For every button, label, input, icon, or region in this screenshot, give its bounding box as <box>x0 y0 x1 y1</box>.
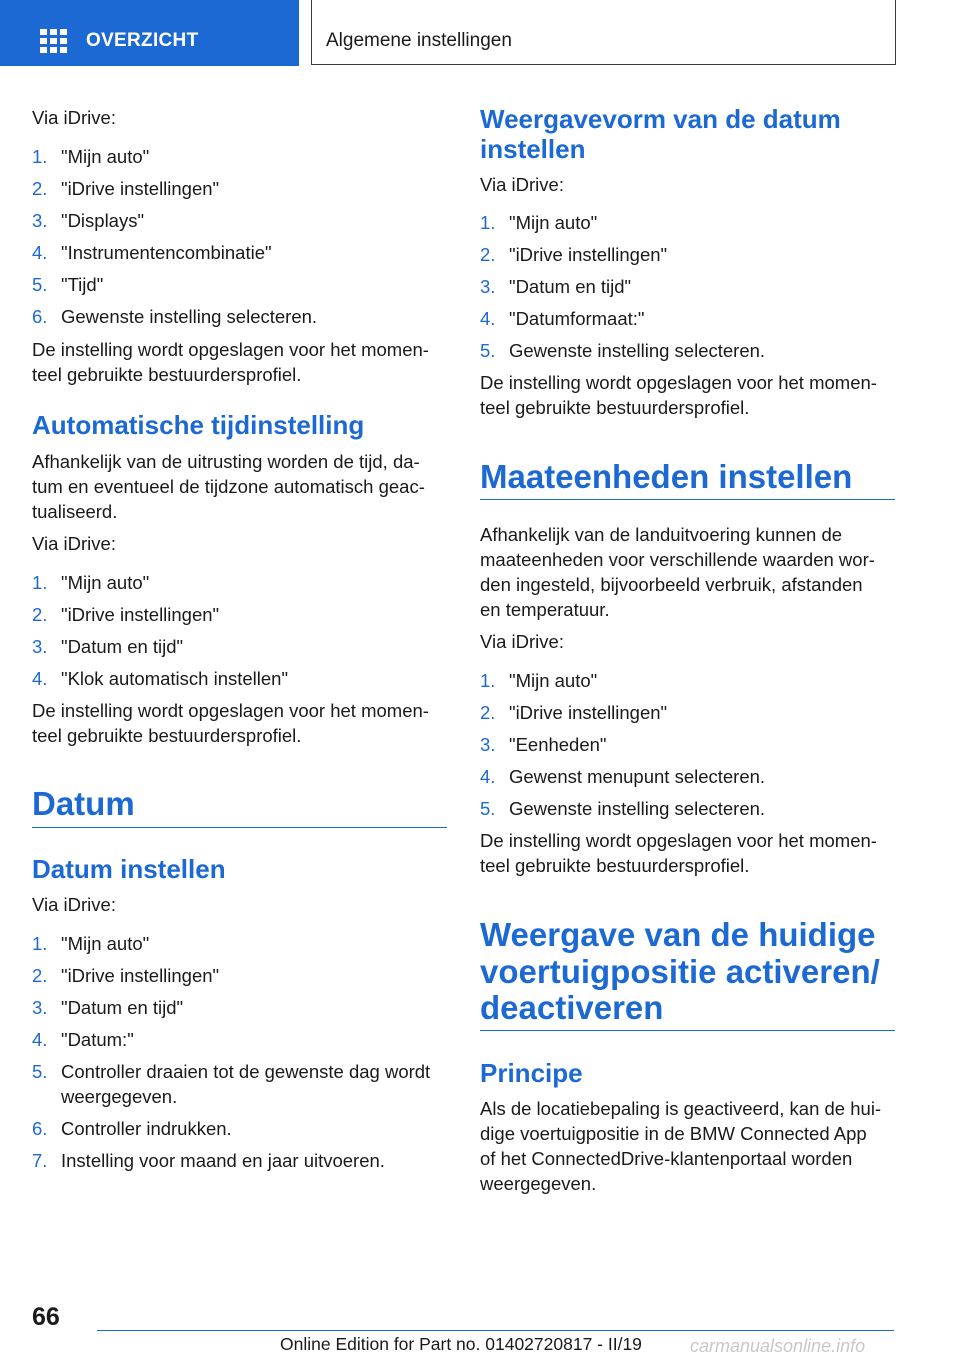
heading-vehicle-position-cont: deactiveren <box>480 989 664 1026</box>
paragraph: Via iDrive: <box>480 631 564 652</box>
paragraph: maateenheden voor verschillende waarden wor- <box>480 549 875 570</box>
paragraph: teel gebruikte bestuurdersprofiel. <box>480 397 750 418</box>
heading-rule <box>480 1030 895 1031</box>
section-title: Algemene instellingen <box>326 30 512 51</box>
paragraph: teel gebruikte bestuurdersprofiel. <box>480 855 750 876</box>
paragraph: Via iDrive: <box>32 894 116 915</box>
overview-tab-label: OVERZICHT <box>86 30 199 51</box>
grid-icon <box>40 29 67 53</box>
paragraph: tualiseerd. <box>32 501 118 522</box>
heading-vehicle-position-cont: voertuigpositie activeren/ <box>480 953 880 990</box>
heading-date-format: Weergavevorm van de datum <box>480 104 841 134</box>
heading-units: Maateenheden instellen <box>480 458 853 495</box>
heading-principe: Principe <box>480 1058 583 1088</box>
paragraph: en temperatuur. <box>480 599 610 620</box>
paragraph: teel gebruikte bestuurdersprofiel. <box>32 364 302 385</box>
paragraph: Via iDrive: <box>32 533 116 554</box>
heading-datum: Datum <box>32 785 135 822</box>
heading-datum-instellen: Datum instellen <box>32 854 226 884</box>
page-number: 66 <box>32 1303 60 1331</box>
heading-vehicle-position: Weergave van de huidige <box>480 916 876 953</box>
paragraph: De instelling wordt opgeslagen voor het momen- <box>480 372 877 393</box>
section-header <box>311 0 896 65</box>
heading-auto-time: Automatische tijdinstelling <box>32 410 365 440</box>
paragraph: Via iDrive: <box>32 107 116 128</box>
overview-tab[interactable] <box>0 0 299 66</box>
paragraph: den ingesteld, bijvoorbeeld verbruik, afstanden <box>480 574 863 595</box>
footer-rule <box>97 1330 894 1331</box>
paragraph: Via iDrive: <box>480 174 564 195</box>
paragraph: Als de locatiebepaling is geactiveerd, kan de hui- <box>480 1098 882 1119</box>
heading-date-format-cont: instellen <box>480 134 586 164</box>
paragraph: teel gebruikte bestuurdersprofiel. <box>32 725 302 746</box>
paragraph: De instelling wordt opgeslagen voor het momen- <box>32 700 429 721</box>
paragraph: tum en eventueel de tijdzone automatisch geac- <box>32 476 425 497</box>
paragraph: De instelling wordt opgeslagen voor het momen- <box>32 339 429 360</box>
paragraph: dige voertuigpositie in de BMW Connected App <box>480 1123 867 1144</box>
paragraph: Afhankelijk van de uitrusting worden de tijd, da- <box>32 451 420 472</box>
edition-text: Online Edition for Part no. 01402720817 - II/19 <box>280 1334 642 1354</box>
paragraph: De instelling wordt opgeslagen voor het momen- <box>480 830 877 851</box>
heading-rule <box>32 827 447 828</box>
paragraph: Afhankelijk van de landuitvoering kunnen de <box>480 524 843 545</box>
watermark: carmanualsonline.info <box>690 1336 866 1356</box>
paragraph: of het ConnectedDrive-klantenportaal worden <box>480 1148 853 1169</box>
paragraph: weergegeven. <box>480 1173 597 1194</box>
heading-rule <box>480 499 895 500</box>
